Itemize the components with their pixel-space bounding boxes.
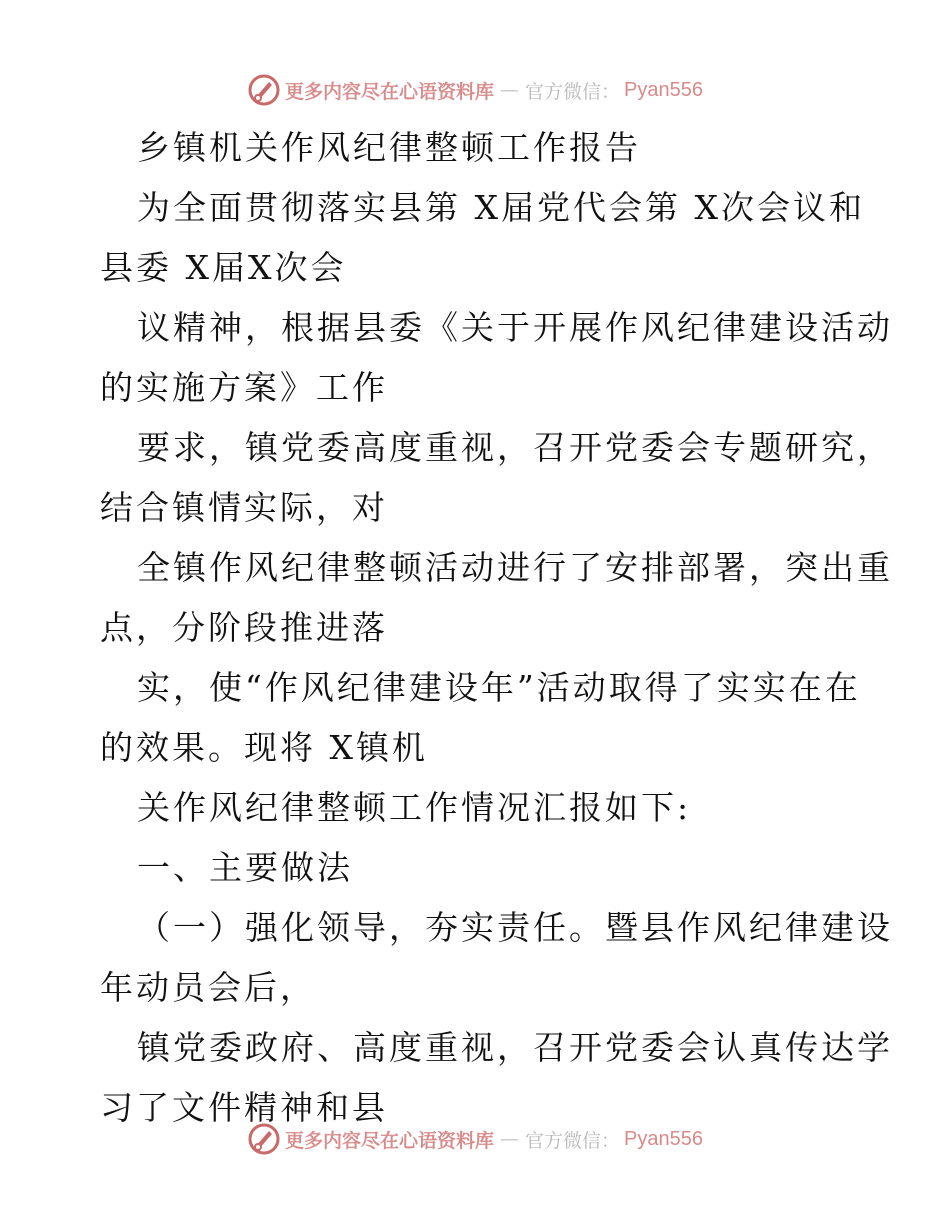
- section-heading: 一、主要做法: [137, 848, 353, 887]
- footer-watermark: [0, 1119, 950, 1159]
- watermark-text: 更多内容尽在心语资料库: [285, 1129, 495, 1152]
- paragraph-line: 要求，镇党委高度重视，召开党委会专题研究，: [137, 428, 893, 467]
- paragraph-line: 关作风纪律整顿工作情况汇报如下:: [137, 788, 692, 827]
- paragraph-line: 结合镇情实际，对: [100, 488, 388, 527]
- watermark-dash: —: [500, 1128, 520, 1150]
- watermark-wechat-id: Pyan556: [624, 1127, 703, 1150]
- subsection-line: （一）强化领导，夯实责任。暨县作风纪律建设: [137, 908, 893, 947]
- paragraph-line: 镇党委政府、高度重视，召开党委会认真传达学: [137, 1028, 893, 1067]
- paragraph-line: 为全面贯彻落实县第 X届党代会第 X次会议和: [137, 188, 865, 227]
- watermark-text: 更多内容尽在心语资料库: [285, 80, 495, 103]
- paragraph-line: 年动员会后，: [100, 968, 316, 1007]
- paragraph-line: 全镇作风纪律整顿活动进行了安排部署，突出重: [137, 548, 893, 587]
- paragraph-line: 实，使“作风纪律建设年”活动取得了实实在在: [137, 668, 861, 707]
- paragraph-line: 的效果。现将 X镇机: [100, 728, 428, 767]
- paragraph-line: 习了文件精神和县: [100, 1088, 388, 1127]
- watermark-wechat-label: 官方微信：: [525, 1129, 621, 1152]
- watermark-dash: —: [500, 79, 520, 101]
- paragraph-line: 点，分阶段推进落: [100, 608, 388, 647]
- watermark-wechat-id: Pyan556: [624, 78, 703, 101]
- ink-pen-logo-icon: [247, 1122, 281, 1156]
- ink-pen-logo-icon: [247, 73, 281, 107]
- paragraph-line: 县委 X届X次会: [100, 248, 347, 287]
- header-watermark: [0, 70, 950, 110]
- watermark-wechat-label: 官方微信：: [525, 80, 621, 103]
- paragraph-line: 的实施方案》工作: [100, 368, 388, 407]
- document-title: 乡镇机关作风纪律整顿工作报告: [137, 128, 641, 167]
- paragraph-line: 议精神，根据县委《关于开展作风纪律建设活动: [137, 308, 893, 347]
- document-body: [100, 118, 893, 1138]
